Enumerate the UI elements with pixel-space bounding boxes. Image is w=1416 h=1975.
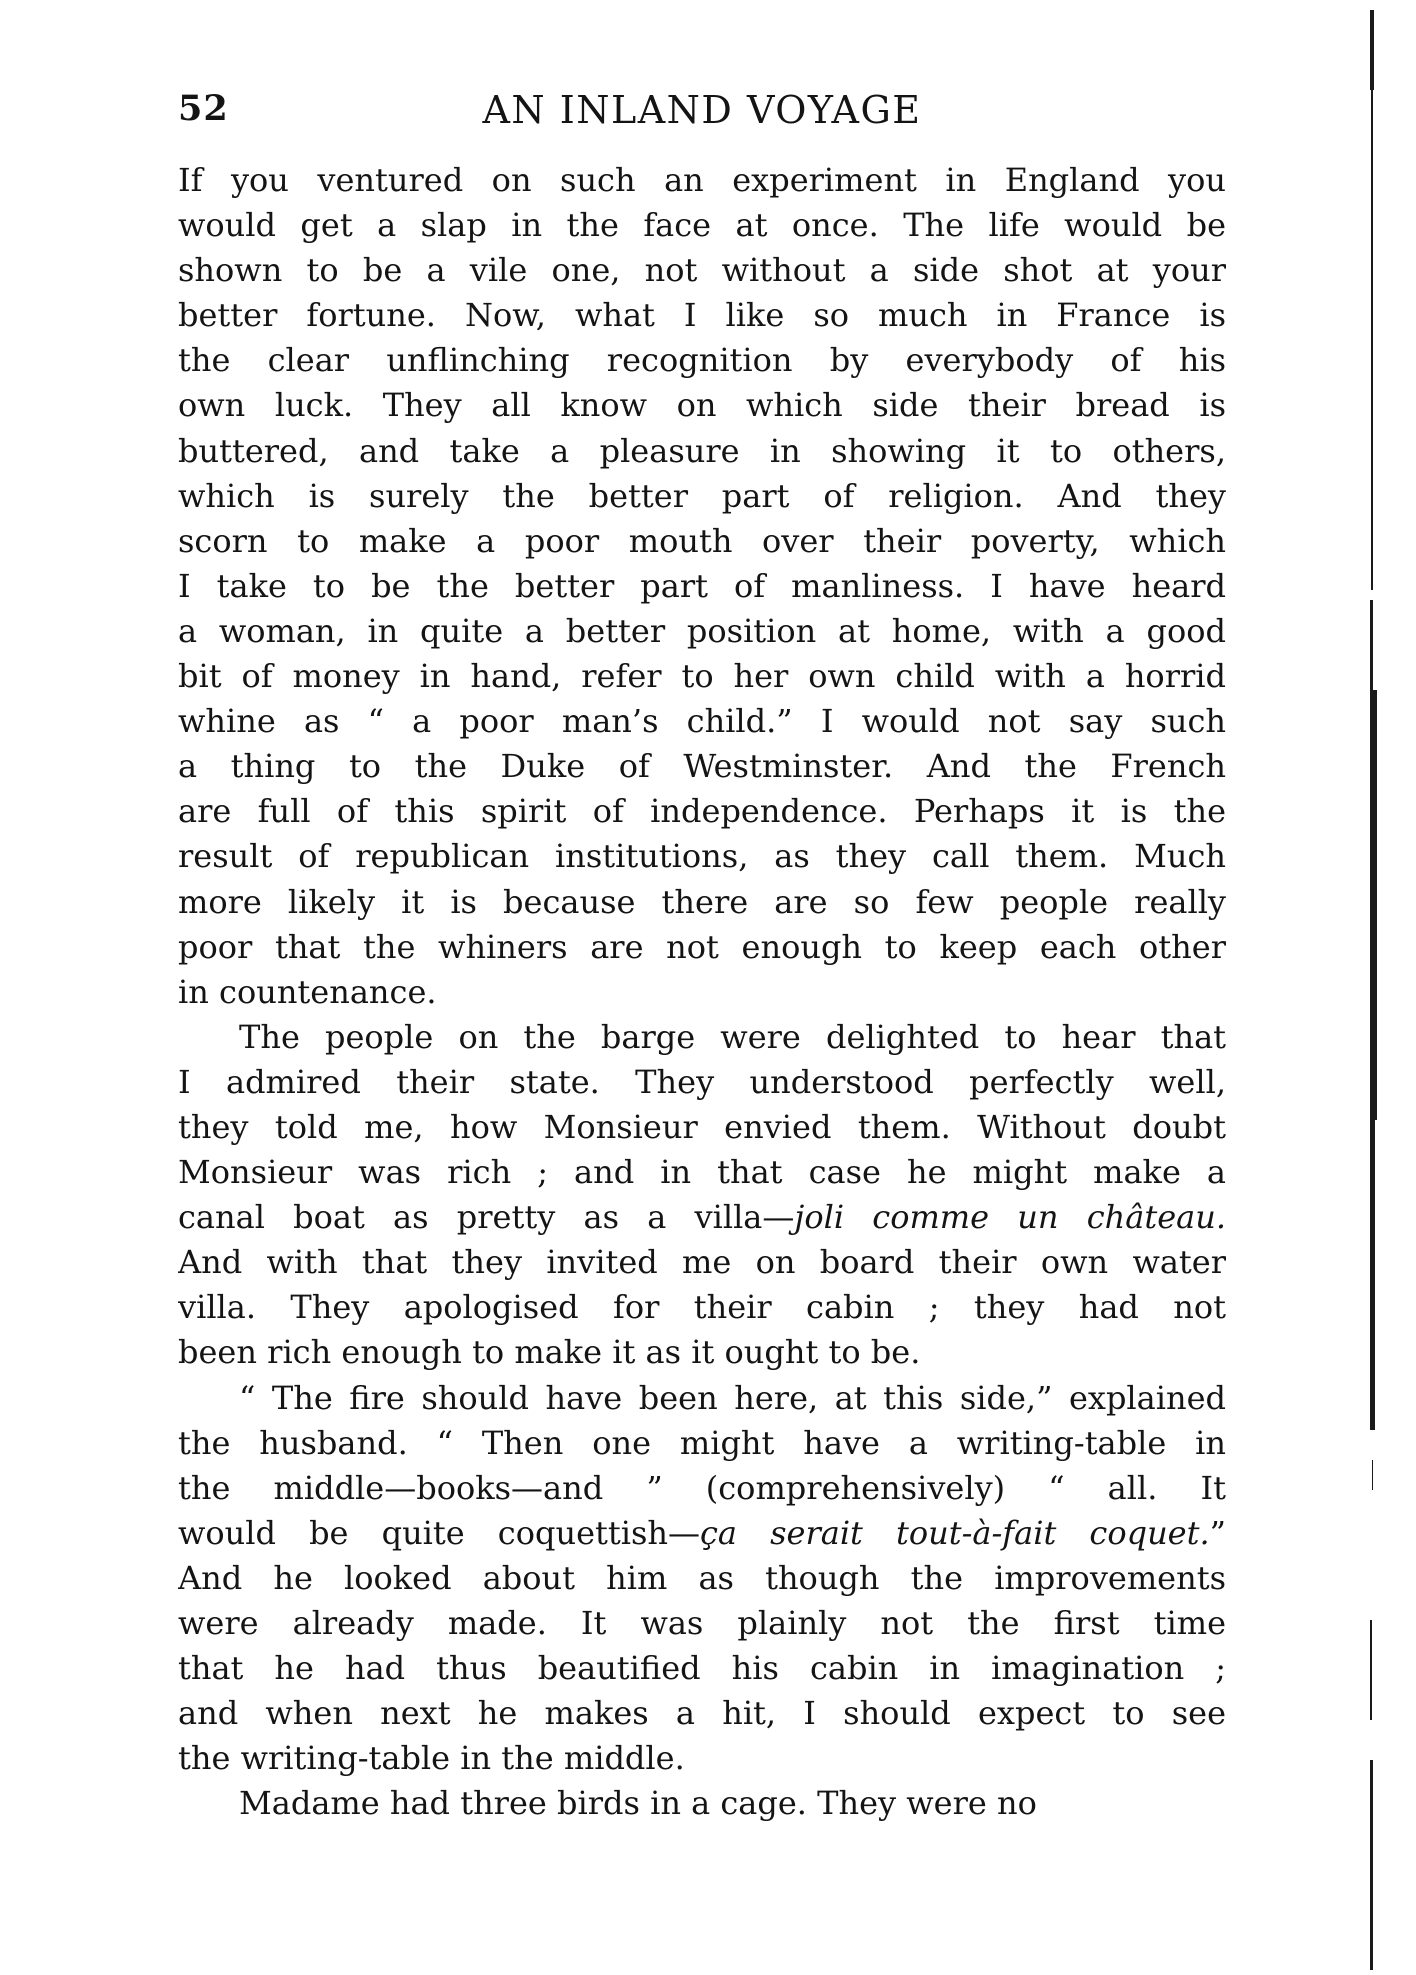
- text-line: [178, 1736, 1226, 1781]
- text-segment: “ The fire should have been here, at this side,” explained: [239, 1378, 1226, 1417]
- scan-edge-segment: [1370, 10, 1374, 90]
- text-line: [178, 1285, 1226, 1330]
- text-segment: canal boat as pretty as a villa—: [178, 1198, 795, 1237]
- scan-edge-segment: [1371, 90, 1373, 590]
- text-segment: are full of this spirit of independence. Perhaps it is the: [178, 792, 1226, 831]
- text-line: [178, 1781, 1226, 1826]
- text-line: [178, 609, 1226, 654]
- text-segment: the husband. “ Then one might have a writing-table in: [178, 1423, 1226, 1462]
- text-segment: Monsieur was rich ; and in that case he might make a: [178, 1153, 1226, 1192]
- text-segment: been rich enough to make it as it ought to be.: [178, 1333, 921, 1372]
- text-line: [178, 429, 1226, 474]
- text-segment: which is surely the better part of religion. And they: [178, 476, 1226, 515]
- text-line: [178, 564, 1226, 609]
- text-line: [178, 474, 1226, 519]
- page-number: 52: [178, 88, 229, 129]
- text-line: [178, 970, 1226, 1015]
- text-line: [178, 744, 1226, 789]
- running-title: AN INLAND VOYAGE: [482, 88, 922, 132]
- text-segment: I admired their state. They understood perfectly well,: [178, 1062, 1226, 1101]
- scan-edge: [1370, 0, 1378, 1975]
- text-segment: Madame had three birds in a cage. They were no: [239, 1784, 1037, 1823]
- scan-edge-segment: [1370, 1620, 1372, 1720]
- text-segment: scorn to make a poor mouth over their poverty, which: [178, 521, 1226, 560]
- text-segment: they told me, how Monsieur envied them. Without doubt: [178, 1107, 1226, 1146]
- text-line: [178, 203, 1226, 248]
- text-segment: would get a slap in the face at once. The life would be: [178, 206, 1226, 245]
- text-segment: And he looked about him as though the improvements: [178, 1558, 1226, 1597]
- text-segment: in countenance.: [178, 972, 437, 1011]
- text-line: [178, 1421, 1226, 1466]
- text-segment: that he had thus beautified his cabin in imagination ;: [178, 1649, 1226, 1688]
- text-segment: ”: [1209, 1513, 1226, 1552]
- text-segment: own luck. They all know on which side their bread is: [178, 386, 1226, 425]
- text-segment: the clear unflinching recognition by everybody of his: [178, 341, 1226, 380]
- text-segment: bit of money in hand, refer to her own child with a horrid: [178, 657, 1226, 696]
- text-line: [178, 1015, 1226, 1060]
- text-segment: And with that they invited me on board their own water: [178, 1243, 1226, 1282]
- text-segment: If you ventured on such an experiment in England you: [178, 161, 1226, 199]
- text-segment: a woman, in quite a better position at home, with a good: [178, 611, 1226, 650]
- text-line: [178, 1691, 1226, 1736]
- text-segment: poor that the whiners are not enough to keep each other: [178, 927, 1226, 966]
- text-line: [178, 1556, 1226, 1601]
- text-line: [178, 383, 1226, 428]
- text-line: [178, 338, 1226, 383]
- text-segment: I take to be the better part of manliness. I have heard: [178, 566, 1226, 605]
- page-header: [178, 88, 1226, 138]
- scan-edge-segment: [1370, 1760, 1373, 1970]
- text-line: [178, 1330, 1226, 1375]
- text-segment: shown to be a vile one, not without a side shot at your: [178, 251, 1226, 290]
- text-line: [178, 1150, 1226, 1195]
- text-line: [178, 519, 1226, 564]
- body-text: [178, 158, 1226, 1826]
- text-line: [178, 1646, 1226, 1691]
- scan-edge-segment: [1370, 690, 1377, 1120]
- text-segment: and when next he makes a hit, I should expect to see: [178, 1694, 1226, 1733]
- text-segment: buttered, and take a pleasure in showing it to others,: [178, 431, 1226, 470]
- text-segment: more likely it is because there are so few people really: [178, 882, 1226, 921]
- text-segment: would be quite coquettish—: [178, 1513, 700, 1552]
- text-line: [178, 1240, 1226, 1285]
- text-line: [178, 1511, 1226, 1556]
- text-segment: better fortune. Now, what I like so much in France is: [178, 296, 1226, 335]
- text-line: [178, 834, 1226, 879]
- text-segment: villa. They apologised for their cabin ; they had not: [178, 1288, 1226, 1327]
- text-segment: the writing-table in the middle.: [178, 1739, 685, 1778]
- text-line: [178, 1466, 1226, 1511]
- text-line: [178, 293, 1226, 338]
- scan-edge-segment: [1372, 1460, 1373, 1490]
- text-line: [178, 789, 1226, 834]
- text-line: [178, 1060, 1226, 1105]
- text-segment: the middle—books—and ” (comprehensively) “ all. It: [178, 1468, 1226, 1507]
- text-line: [178, 880, 1226, 925]
- scan-edge-segment: [1370, 1120, 1375, 1430]
- italic-phrase: joli comme un château.: [794, 1198, 1226, 1237]
- text-line: [178, 158, 1226, 203]
- text-segment: whine as “ a poor man’s child.” I would not say such: [178, 702, 1226, 741]
- text-line: [178, 925, 1226, 970]
- text-line: [178, 654, 1226, 699]
- text-line: [178, 1105, 1226, 1150]
- text-segment: a thing to the Duke of Westminster. And the French: [178, 747, 1226, 786]
- text-segment: The people on the barge were delighted to hear that: [239, 1017, 1226, 1056]
- text-line: [178, 1195, 1226, 1240]
- text-line: [178, 1376, 1226, 1421]
- text-line: [178, 1601, 1226, 1646]
- italic-phrase: ça serait tout-à-fait coquet.: [700, 1513, 1210, 1552]
- text-line: [178, 699, 1226, 744]
- text-segment: were already made. It was plainly not the first time: [178, 1604, 1226, 1642]
- text-segment: result of republican institutions, as they call them. Much: [178, 837, 1226, 876]
- text-line: [178, 248, 1226, 293]
- scan-edge-segment: [1370, 600, 1373, 690]
